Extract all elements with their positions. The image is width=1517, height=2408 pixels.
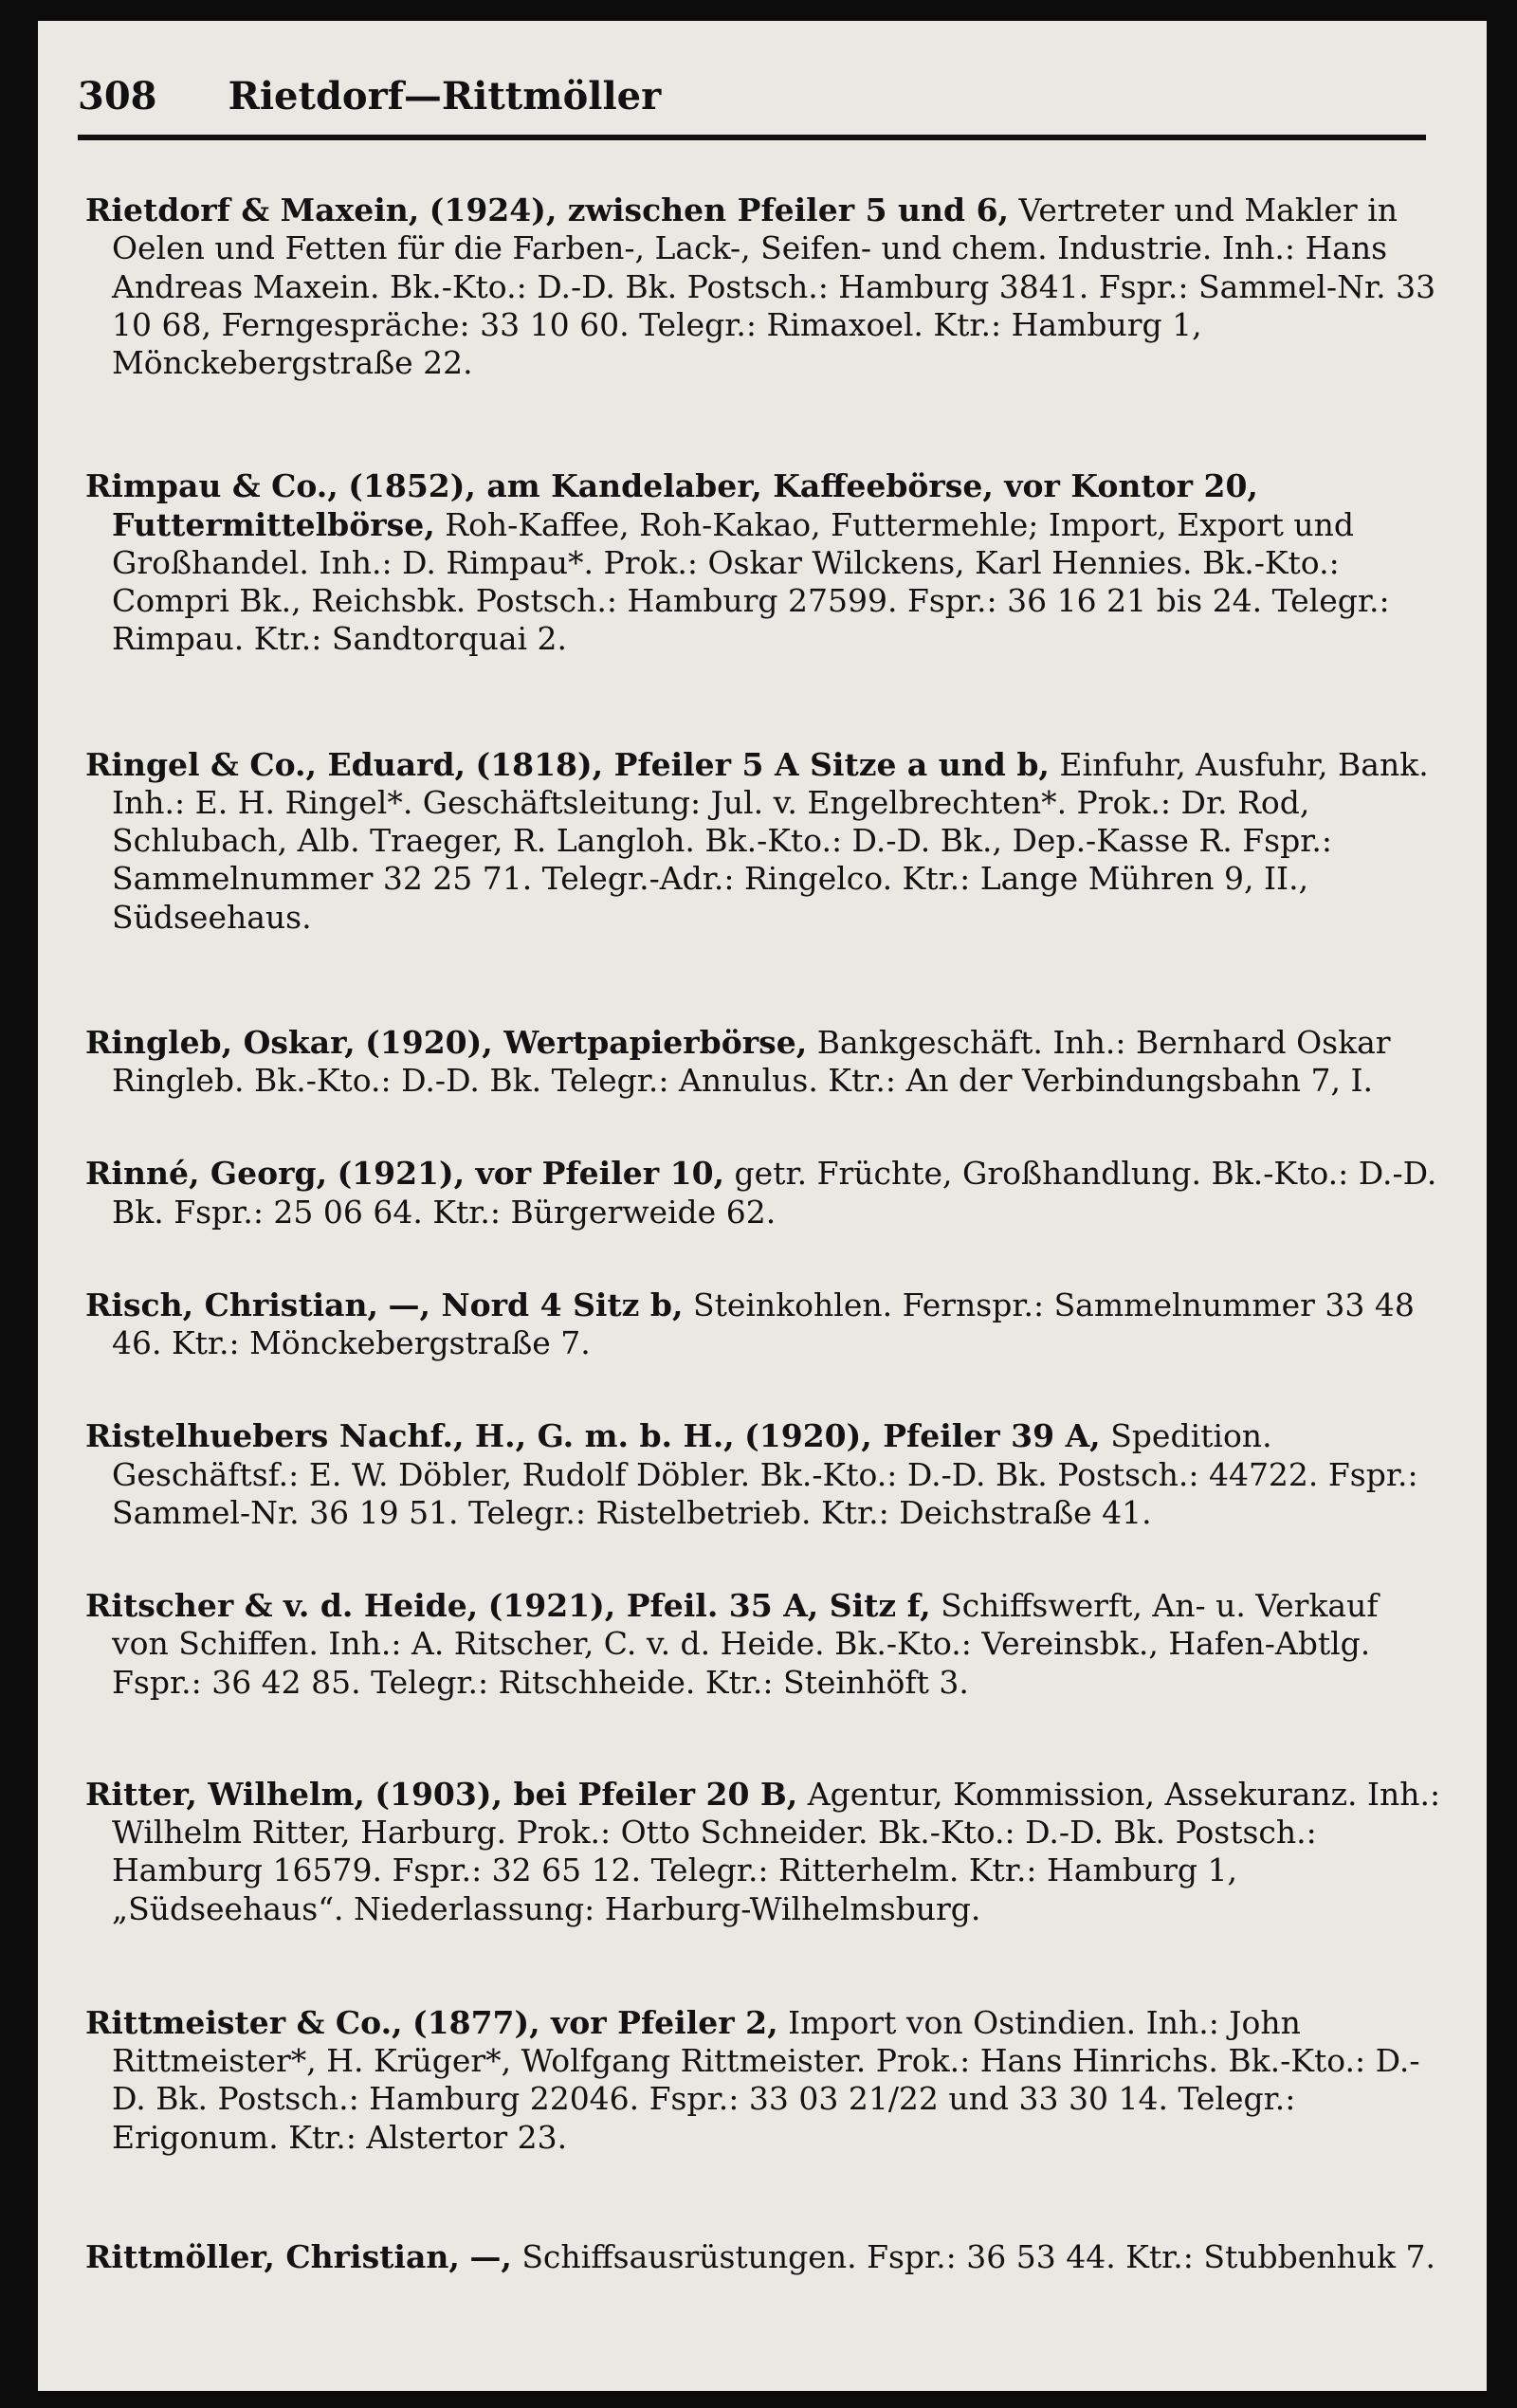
entry-details: Schiffsausrüstungen. Fspr.: 36 53 44. Ktr.: Stubbenhuk 7. bbox=[521, 2237, 1435, 2275]
entry-location: (1921), Pfeil. 35 A, Sitz f, bbox=[487, 1587, 931, 1624]
entry-location: (1877), vor Pfeiler 2, bbox=[412, 2003, 778, 2041]
entry-name: Ritter, Wilhelm, bbox=[85, 1775, 365, 1813]
entry-name: Ringleb, Oskar, bbox=[85, 1023, 356, 1061]
directory-entry bbox=[85, 2238, 1441, 2276]
entry-name: Rinné, Georg, bbox=[85, 1155, 328, 1193]
entry-location: (1924), zwischen Pfeiler 5 und 6, bbox=[429, 192, 1010, 228]
entry-name: Ristelhuebers Nachf., H., G. m. b. H., bbox=[85, 1417, 735, 1455]
entry-details: Bankgeschäft. Inh.: Bernhard Oskar Ringleb. Bk.-Kto.: D.-D. Bk. Telegr.: Annulus. Ktr.: An der Verbindungsbahn 7, I. bbox=[112, 1023, 1391, 1099]
directory-entry bbox=[85, 1024, 1441, 1101]
entry-location: (1920), Wertpapierbörse, bbox=[365, 1023, 808, 1061]
entry-location: (1920), Pfeiler 39 A, bbox=[744, 1417, 1101, 1455]
directory-entry bbox=[85, 746, 1441, 937]
directory-entry bbox=[85, 1776, 1441, 1928]
directory-entry bbox=[85, 467, 1441, 658]
entry-location: (1818), Pfeiler 5 A Sitze a und b, bbox=[475, 745, 1050, 783]
header-rule bbox=[78, 135, 1426, 140]
entry-details: Agentur, Kommission, Assekuranz. Inh.: Wilhelm Ritter, Harburg. Prok.: Otto Schneider. Bk.-Kto.: D.-D. Bk. Postsch.: Hamburg 16579. Fspr.: 32 65 12. Telegr.: Ritterhelm. Ktr.: Hamburg 1, „Südseehaus“. Niederlassung: Harburg-Wilhelmsburg. bbox=[112, 1775, 1441, 1927]
entry-details: Roh-Kaffee, Roh-Kakao, Futtermehle; Import, Export und Großhandel. Inh.: D. Rimpau*. Prok.: Oskar Wilckens, Karl Hennies. Bk.-Kto.: Compri Bk., Reichsbk. Postsch.: Hamburg 27599. Fspr.: 36 16 21 bis 24. Telegr.: Rimpau. Ktr.: Sandtorquai 2. bbox=[112, 505, 1390, 658]
entry-location: (1852), am Kandelaber, Kaffeebörse, vor Kontor 20, Futtermittelbörse, bbox=[112, 467, 1258, 543]
entry-location: (1903), bei Pfeiler 20 B, bbox=[375, 1775, 798, 1813]
entry-location: —, Nord 4 Sitz b, bbox=[388, 1286, 684, 1323]
directory-entry bbox=[85, 192, 1441, 382]
directory-entry bbox=[85, 1286, 1441, 1363]
entry-details: getr. Früchte, Großhandlung. Bk.-Kto.: D.-D. Bk. Fspr.: 25 06 64. Ktr.: Bürgerweide 62. bbox=[112, 1155, 1437, 1231]
entry-name: Rietdorf & Maxein, bbox=[85, 192, 420, 228]
entry-details: Schiffswerft, An- u. Verkauf von Schiffen. Inh.: A. Ritscher, C. v. d. Heide. Bk.-Kto.: Vereinsbk., Hafen-Abtlg. Fspr.: 36 42 85. Telegr.: Ritschheide. Ktr.: Steinhöft 3. bbox=[112, 1587, 1379, 1701]
entry-name: Rittmeister & Co., bbox=[85, 2003, 403, 2041]
running-head: Rietdorf—Rittmöller bbox=[228, 74, 662, 119]
entry-details: Steinkohlen. Fernspr.: Sammelnummer 33 48 46. Ktr.: Mönckebergstraße 7. bbox=[112, 1286, 1415, 1361]
directory-page bbox=[38, 21, 1487, 2391]
directory-entry bbox=[85, 2004, 1441, 2157]
page-header bbox=[78, 74, 1434, 119]
directory-entry bbox=[85, 1587, 1441, 1702]
entry-details: Einfuhr, Ausfuhr, Bank. Inh.: E. H. Ringel*. Geschäftsleitung: Jul. v. Engelbrechten*. Prok.: Dr. Rod, Schlubach, Alb. Traeger, R. Langloh. Bk.-Kto.: D.-D. Bk., Dep.-Kasse R. Fspr.: Sammelnummer 32 25 71. Telegr.-Adr.: Ringelco. Ktr.: Lange Mühren 9, II., Südseehaus. bbox=[112, 745, 1429, 936]
entry-details: Import von Ostindien. Inh.: John Rittmeister*, H. Krüger*, Wolfgang Rittmeister. Prok.: Hans Hinrichs. Bk.-Kto.: D.-D. Bk. Postsch.: Hamburg 22046. Fspr.: 33 03 21/22 und 33 30 14. Telegr.: Erigonum. Ktr.: Alstertor 23. bbox=[112, 2003, 1420, 2156]
entry-name: Risch, Christian, bbox=[85, 1286, 379, 1323]
page-number: 308 bbox=[78, 74, 157, 119]
directory-entry bbox=[85, 1417, 1441, 1532]
directory-entries bbox=[85, 192, 1441, 2276]
entry-location: (1921), vor Pfeiler 10, bbox=[337, 1155, 725, 1193]
entry-name: Ritscher & v. d. Heide, bbox=[85, 1587, 479, 1624]
entry-name: Rittmöller, Christian, bbox=[85, 2237, 460, 2275]
entry-name: Rimpau & Co., bbox=[85, 467, 338, 505]
entry-details: Vertreter und Makler in Oelen und Fetten für die Farben-, Lack-, Seifen- und chem. Industrie. Inh.: Hans Andreas Maxein. Bk.-Kto.: D.-D. Bk. Postsch.: Hamburg 3841. Fspr.: Sammel-Nr. 33 10 68, Ferngespräche: 33 10 60. Telegr.: Rimaxoel. Ktr.: Hamburg 1, Mönckebergstraße 22. bbox=[112, 192, 1436, 381]
entry-name: Ringel & Co., Eduard, bbox=[85, 745, 466, 783]
entry-location: —, bbox=[469, 2237, 512, 2275]
directory-entry bbox=[85, 1155, 1441, 1231]
entry-details: Spedition. Geschäftsf.: E. W. Döbler, Rudolf Döbler. Bk.-Kto.: D.-D. Bk. Postsch.: 44722. Fspr.: Sammel-Nr. 36 19 51. Telegr.: Ristelbetrieb. Ktr.: Deichstraße 41. bbox=[112, 1417, 1418, 1531]
